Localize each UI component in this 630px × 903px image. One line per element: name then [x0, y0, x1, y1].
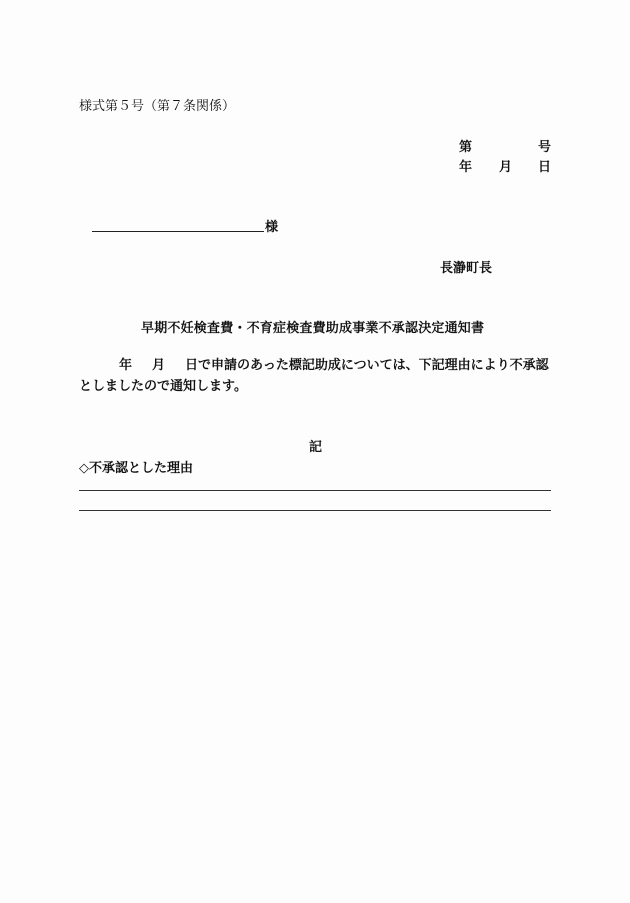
- recipient-name-blank: [92, 231, 264, 232]
- recipient-honorific: 様: [265, 220, 279, 235]
- notice-body: [79, 355, 553, 397]
- issuer-name: 長瀞町長: [440, 261, 493, 276]
- body-text: 日で申請のあった標記助成については、下記理由により不承認としましたので通知します。: [79, 358, 549, 394]
- number-prefix: 第: [459, 140, 473, 155]
- ki-heading: 記: [309, 440, 323, 455]
- document-title: 早期不妊検査費・不育症検査費助成事業不承認決定通知書: [141, 321, 485, 336]
- reason-heading: ◇不承認とした理由: [79, 461, 193, 476]
- reason-line-2: [79, 510, 551, 511]
- date-month-label: 月: [499, 160, 513, 175]
- body-month-label: 月: [152, 358, 166, 373]
- body-year-label: 年: [119, 358, 133, 373]
- date-year-label: 年: [459, 160, 473, 175]
- reason-line-1: [79, 490, 551, 491]
- document-number-line: [459, 136, 551, 154]
- number-suffix: 号: [538, 140, 552, 155]
- document-date-line: [459, 156, 551, 174]
- form-number-label: 様式第５号（第７条関係）: [79, 99, 236, 114]
- date-day-label: 日: [538, 160, 552, 175]
